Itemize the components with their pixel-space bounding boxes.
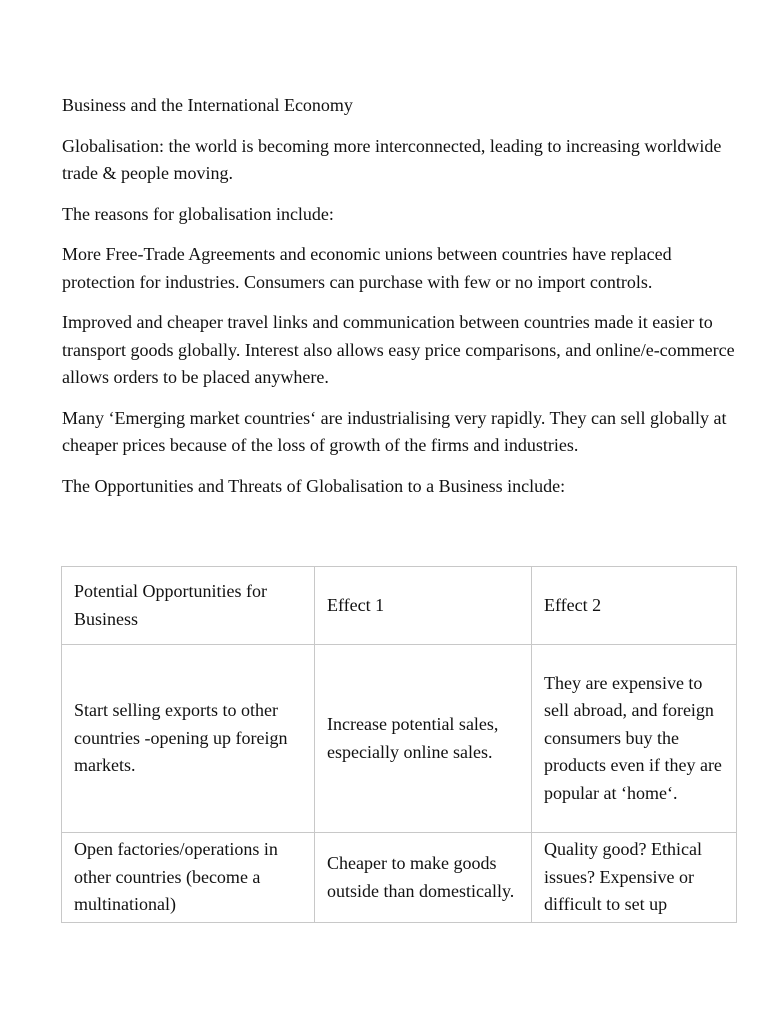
table-header-row (62, 567, 737, 645)
paragraph-opportunities-intro: The Opportunities and Threats of Globalisation to a Business include: (62, 475, 566, 496)
table-cell: They are expensive to sell abroad, and foreign consumers buy the products even if they are popular at ‘home‘. (532, 645, 737, 833)
table-row (62, 833, 737, 923)
document-body (62, 92, 742, 513)
paragraph-free-trade: More Free-Trade Agreements and economic unions between countries have replaced protection for industries. Consumers can purchase with few or no import controls. (62, 244, 672, 292)
paragraph-reasons-intro: The reasons for globalisation include: (62, 203, 334, 224)
paragraph-travel-links: Improved and cheaper travel links and communication between countries made it easier to transport goods globally. Interest also allows easy price comparisons, and online/e-commerce allows orders to be placed anywhere. (62, 312, 735, 387)
table-header-cell: Effect 2 (532, 567, 737, 645)
table-cell: Cheaper to make goods outside than domestically. (315, 833, 532, 923)
table-row (62, 645, 737, 833)
table-header-cell: Effect 1 (315, 567, 532, 645)
table-cell: Open factories/operations in other countries (become a multinational) (62, 833, 315, 923)
paragraph-emerging-markets: Many ‘Emerging market countries‘ are industrialising very rapidly. They can sell globally at cheaper prices because of the loss of growth of the firms and industries. (62, 407, 727, 455)
document-heading: Business and the International Economy (62, 95, 353, 115)
table-header-cell: Potential Opportunities for Business (62, 567, 315, 645)
table-cell: Quality good? Ethical issues? Expensive or difficult to set up (532, 833, 737, 923)
table-cell: Increase potential sales, especially online sales. (315, 645, 532, 833)
opportunities-table (61, 566, 737, 923)
table-cell: Start selling exports to other countries -opening up foreign markets. (62, 645, 315, 833)
paragraph-globalisation-definition: Globalisation: the world is becoming more interconnected, leading to increasing worldwide trade & people moving. (62, 135, 722, 183)
